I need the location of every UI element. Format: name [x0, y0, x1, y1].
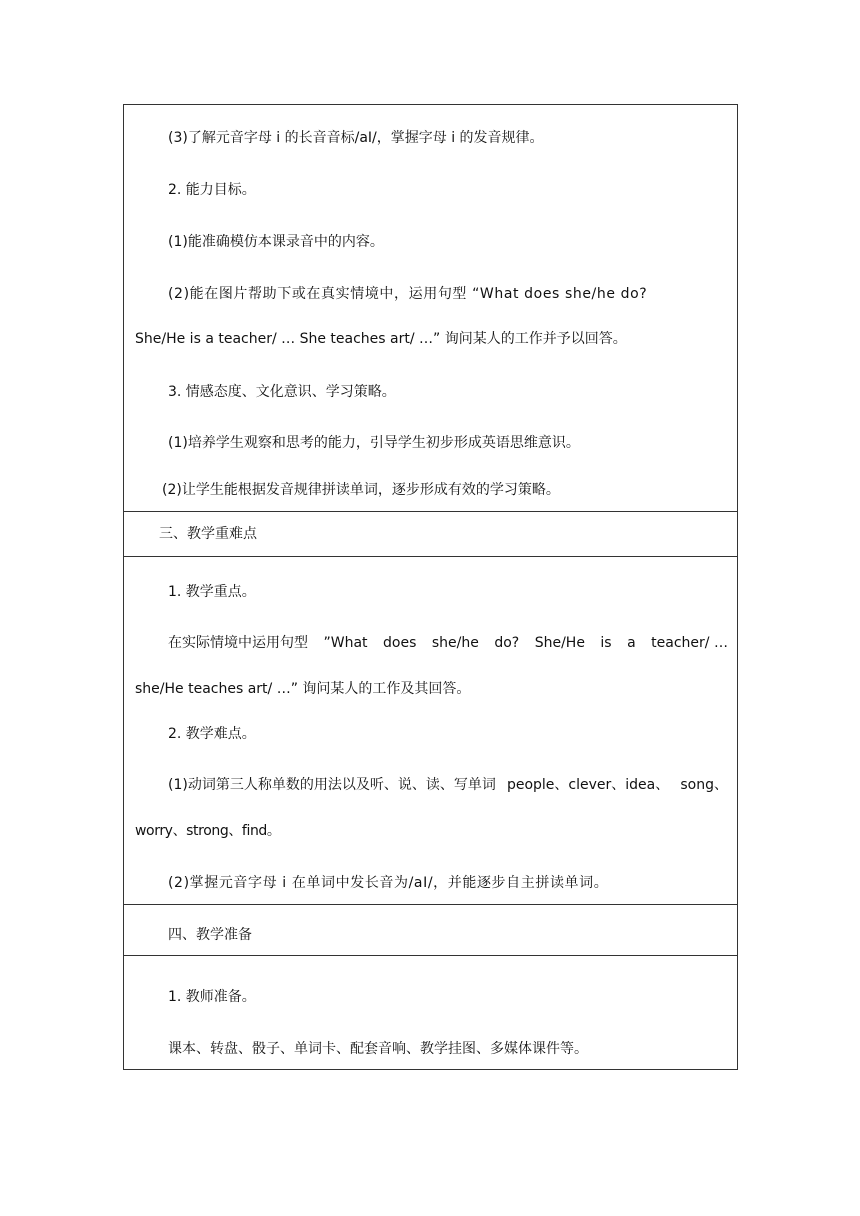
text-segment: people、clever、idea、 [506, 777, 670, 793]
row-divider [124, 511, 737, 512]
key-points-text-line1 [168, 634, 728, 652]
ability-goal-heading: 2. 能力目标。 [168, 182, 256, 198]
text-segment: she/he [431, 635, 479, 651]
teacher-prep-heading: 1. 教师准备。 [168, 989, 256, 1005]
ability-goal-1: (1)能准确模仿本课录音中的内容。 [168, 234, 384, 250]
difficult-points-heading: 2. 教学难点。 [168, 726, 256, 742]
affective-goal-2: (2)让学生能根据发音规律拼读单词，逐步形成有效的学习策略。 [162, 482, 560, 498]
text-segment: song、 [680, 777, 728, 793]
text-segment: She/He [534, 635, 585, 651]
section-3-heading: 三、教学重难点 [159, 526, 257, 542]
lesson-plan-table [123, 104, 738, 1070]
text-segment: is [600, 635, 612, 651]
text-segment: does [383, 635, 417, 651]
row-divider [124, 904, 737, 905]
ability-goal-2-line1: (2)能在图片帮助下或在真实情境中，运用句型 “What does she/he do? [168, 286, 648, 302]
key-points-text-line2: she/He teaches art/ …” 询问某人的工作及其回答。 [135, 681, 471, 697]
difficult-point-1-line2: worry、strong、find。 [135, 823, 281, 839]
objective-3-text: (3)了解元音字母 i 的长音音标/aI/，掌握字母 i 的发音规律。 [168, 130, 544, 146]
ability-goal-2-line2: She/He is a teacher/ … She teaches art/ …” 询问某人的工作并予以回答。 [135, 331, 627, 347]
difficult-point-2: (2)掌握元音字母 i 在单词中发长音为/aI/，并能逐步自主拼读单词。 [168, 875, 609, 891]
text-segment: 在实际情境中运用句型 [168, 635, 308, 651]
teacher-prep-materials: 课本、转盘、骰子、单词卡、配套音响、教学挂图、多媒体课件等。 [168, 1041, 588, 1057]
difficult-point-1-line1 [168, 776, 728, 794]
text-segment: ”What [323, 635, 368, 651]
text-segment: do? [494, 635, 520, 651]
row-divider [124, 955, 737, 956]
affective-goal-1: (1)培养学生观察和思考的能力，引导学生初步形成英语思维意识。 [168, 435, 580, 451]
text-segment: a [627, 635, 636, 651]
section-4-heading: 四、教学准备 [168, 927, 252, 943]
affective-goal-heading: 3. 情感态度、文化意识、学习策略。 [168, 384, 396, 400]
text-segment: teacher/ … [651, 635, 728, 651]
row-divider [124, 556, 737, 557]
key-points-heading: 1. 教学重点。 [168, 584, 256, 600]
text-segment: (1)动词第三人称单数的用法以及听、说、读、写单词 [168, 777, 496, 793]
